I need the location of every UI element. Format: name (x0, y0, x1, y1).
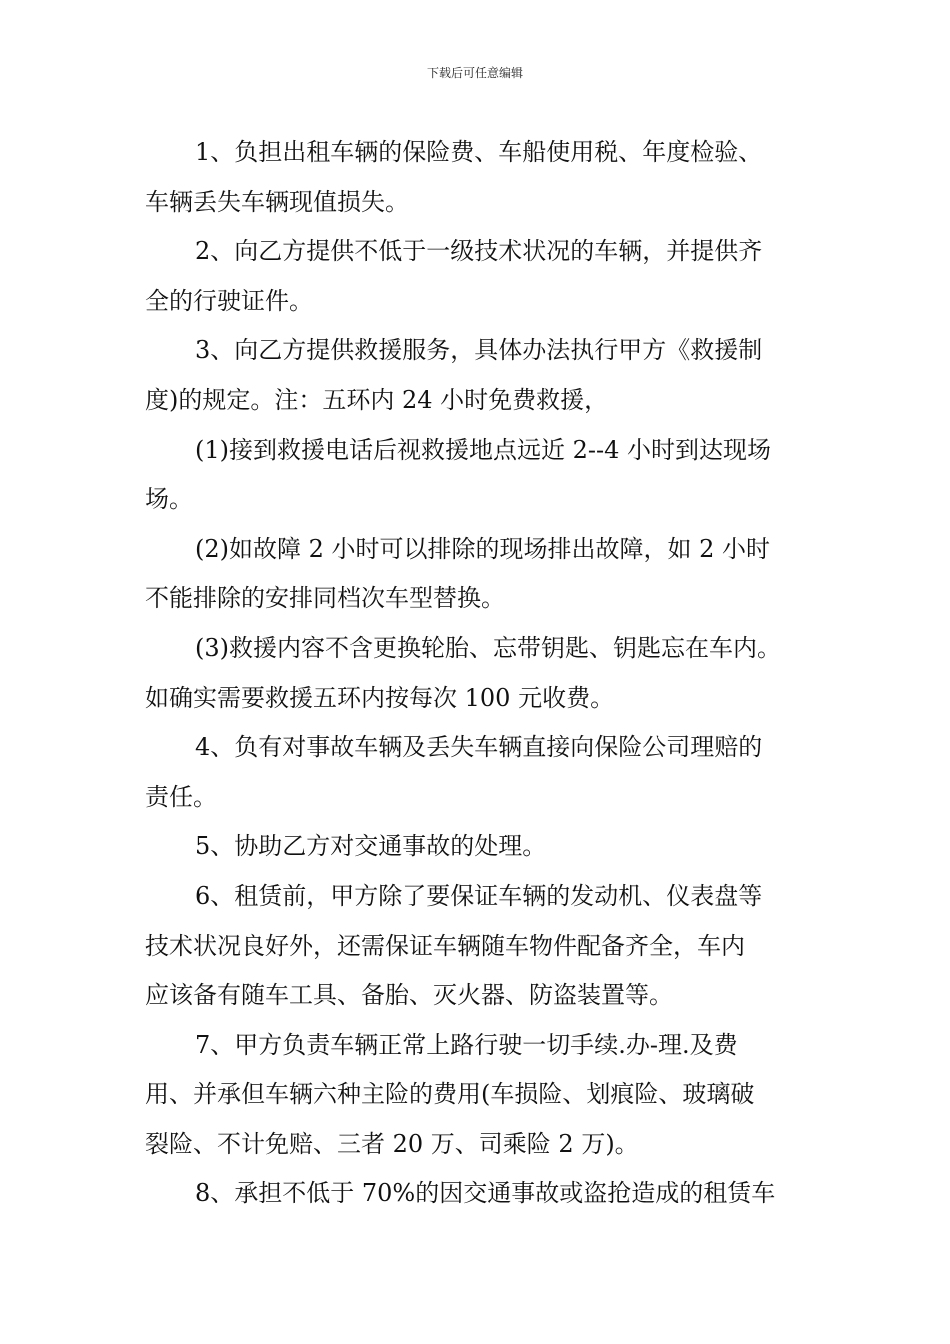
paragraph-7 (145, 1021, 810, 1170)
paragraph-4 (145, 723, 810, 822)
paragraph-line: 度)的规定。注：五环内 24 小时免费救援， (145, 385, 609, 414)
paragraph-8 (145, 1169, 810, 1219)
paragraph-line: 7、甲方负责车辆正常上路行驶一切手续.办-理.及费 (195, 1030, 738, 1059)
paragraph-3-sub-3 (145, 624, 810, 723)
paragraph-line: 全的行驶证件。 (145, 286, 313, 315)
paragraph-line: 应该备有随车工具、备胎、灭火器、防盗装置等。 (145, 981, 673, 1010)
paragraph-line: 2、向乙方提供不低于一级技术状况的车辆，并提供齐 (195, 237, 763, 266)
paragraph-line: 场。 (145, 485, 193, 514)
paragraph-line: 用、并承但车辆六种主险的费用(车损险、划痕险、玻璃破 (145, 1080, 755, 1109)
paragraph-5 (145, 822, 810, 872)
paragraph-line: (3)救援内容不含更换轮胎、忘带钥匙、钥匙忘在车内。 (195, 633, 781, 662)
paragraph-line: (2)如故障 2 小时可以排除的现场排出故障，如 2 小时 (195, 534, 771, 563)
paragraph-line: 3、向乙方提供救援服务，具体办法执行甲方《救援制 (195, 336, 763, 365)
paragraph-line: 责任。 (145, 782, 217, 811)
paragraph-line: 如确实需要救援五环内按每次 100 元收费。 (145, 683, 615, 712)
paragraph-3-sub-1 (145, 426, 810, 525)
paragraph-line: 裂险、不计免赔、三者 20 万、司乘险 2 万)。 (145, 1129, 639, 1158)
paragraph-line: 技术状况良好外，还需保证车辆随车物件配备齐全，车内 (145, 931, 745, 960)
paragraph-3-sub-2 (145, 525, 810, 624)
paragraph-line: (1)接到救援电话后视救援地点远近 2--4 小时到达现场 (195, 435, 772, 464)
paragraph-line: 4、负有对事故车辆及丢失车辆直接向保险公司理赔的 (195, 733, 763, 762)
paragraph-line: 不能排除的安排同档次车型替换。 (145, 584, 505, 613)
document-body (145, 128, 810, 1219)
paragraph-2 (145, 227, 810, 326)
paragraph-line: 1、负担出租车辆的保险费、车船使用税、年度检验、 (195, 138, 763, 166)
paragraph-line: 8、承担不低于 70%的因交通事故或盗抢造成的租赁车 (195, 1179, 776, 1208)
page-header: 下载后可任意编辑 (426, 66, 523, 80)
paragraph-line: 车辆丢失车辆现值损失。 (145, 187, 409, 216)
paragraph-3 (145, 326, 810, 425)
paragraph-line: 5、协助乙方对交通事故的处理。 (195, 832, 547, 861)
paragraph-6 (145, 872, 810, 1021)
paragraph-line: 6、租赁前，甲方除了要保证车辆的发动机、仪表盘等 (195, 881, 763, 910)
paragraph-1 (145, 128, 810, 227)
